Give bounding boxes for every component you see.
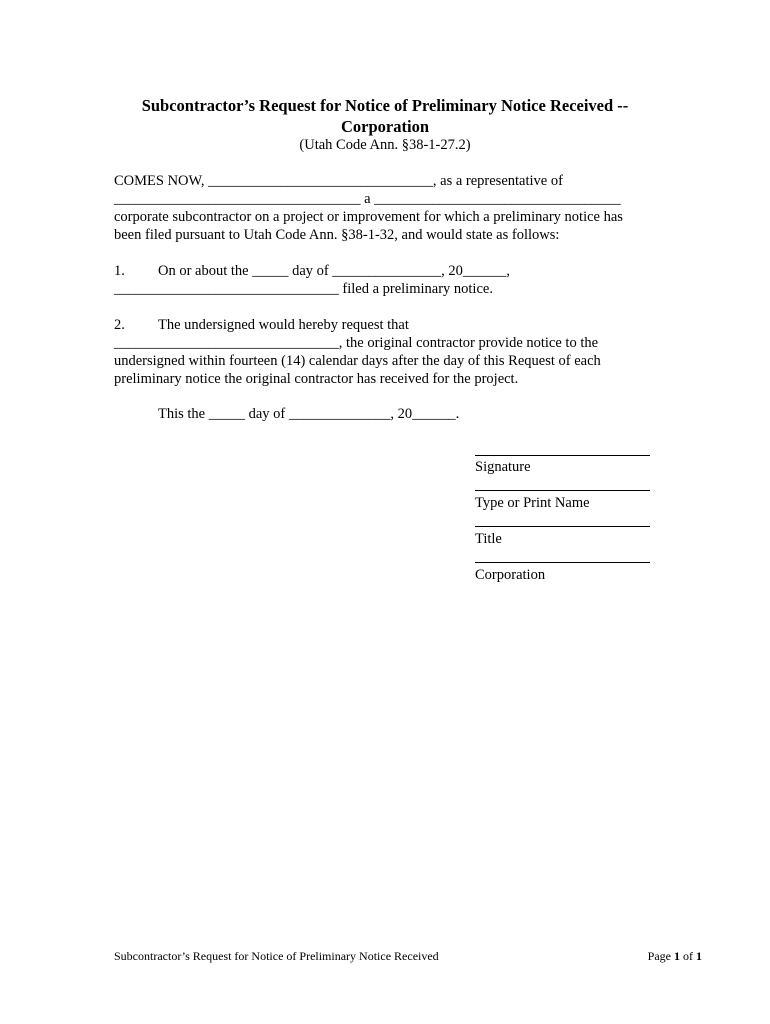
item-2-line-3: undersigned within fourteen (14) calendar days after the day of this Request of each	[114, 353, 601, 369]
print-name-label: Type or Print Name	[475, 495, 590, 511]
document-title-entity: Corporation	[341, 117, 429, 136]
intro-line-1: COMES NOW, _______________________________, as a representative of	[114, 173, 563, 189]
item-2-line-2: _______________________________, the original contractor provide notice to the	[114, 335, 599, 351]
page-separator: of	[680, 949, 696, 963]
page-number	[648, 948, 702, 964]
intro-line-4: been filed pursuant to Utah Code Ann. §38-1-32, and would state as follows:	[114, 227, 560, 243]
item-1-line-2: _______________________________ filed a preliminary notice.	[114, 281, 493, 297]
intro-line-3: corporate subcontractor on a project or improvement for which a preliminary notice has	[114, 209, 623, 225]
print-name-rule	[475, 490, 650, 491]
corporation-label: Corporation	[475, 567, 546, 583]
title-rule	[475, 526, 650, 527]
title-label: Title	[475, 531, 502, 547]
item-2-number: 2.	[114, 317, 125, 333]
page-prefix: Page	[647, 949, 674, 963]
item-1-number: 1.	[114, 263, 125, 279]
item-2-line-4: preliminary notice the original contractor has received for the project.	[114, 371, 519, 387]
document-title: Subcontractor’s Request for Notice of Preliminary Notice Received --	[141, 96, 629, 115]
signature-label: Signature	[475, 459, 531, 475]
page-total: 1	[696, 949, 702, 963]
corporation-rule	[475, 562, 650, 563]
item-1-line-1: On or about the _____ day of _______________, 20______,	[158, 263, 510, 279]
statute-citation: (Utah Code Ann. §38-1-27.2)	[299, 137, 471, 153]
intro-line-2: __________________________________ a __________________________________	[114, 191, 621, 207]
item-2-line-1: The undersigned would hereby request that	[158, 317, 409, 333]
page-current: 1	[674, 949, 680, 963]
footer-title: Subcontractor’s Request for Notice of Preliminary Notice Received	[114, 949, 439, 963]
dated-line: This the _____ day of ______________, 20______.	[158, 406, 460, 422]
signature-rule	[475, 455, 650, 456]
